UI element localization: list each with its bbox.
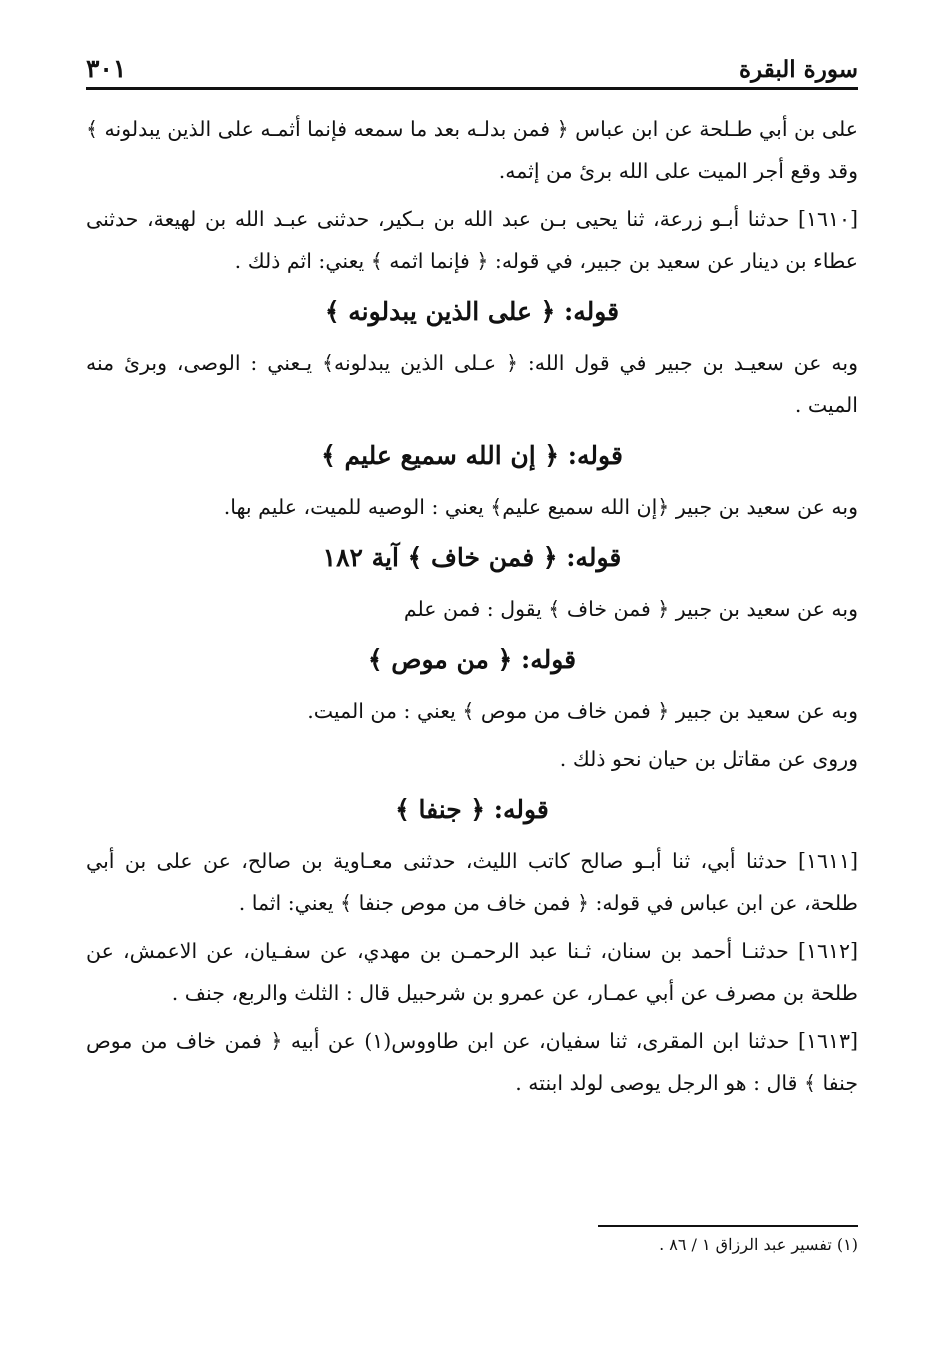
section-heading: قوله: ﴿ من موص ﴾ [367, 645, 577, 674]
paragraph: وبه عن سعيد بن جبير ﴿إن الله سميع عليم﴾ يعني : الوصيه للميت، عليم بها. [223, 495, 858, 519]
page-header [86, 40, 858, 90]
document-page [86, 40, 858, 1340]
footnote: (١) تفسير عبد الرزاق ١ / ٨٦ . [659, 1235, 858, 1254]
paragraph: وبه عن سعيد بن جبير ﴿ فمن خاف ﴾ يقول : فمن علم [403, 597, 858, 621]
section-heading: قوله: ﴿ فمن خاف ﴾ آية ١٨٢ [322, 543, 622, 572]
paragraph: وبه عن سعيـد بن جبير في قول الله: ﴿ عـلى الذين يبدلونه﴾ يـعني : الوصى، وبرئ منه الميت . [86, 351, 858, 417]
footnote-divider [598, 1225, 858, 1227]
page-body [86, 108, 858, 1104]
paragraph: [١٦١٣] حدثنا ابن المقرى، ثنا سفيان، عن ابن طاووس(١) عن أبيه ﴿ فمن خاف من موص جنفا ﴾ قال : هو الرجل يوصى لولد ابنته . [86, 1029, 859, 1095]
paragraph: [١٦١١] حدثنا أبي، ثنا أبـو صالح كاتب الليث، حدثنى معـاوية بن صالح، عن على بن أبي طلحة، عن ابن عباس في قوله: ﴿ فمن خاف من موص جنفا ﴾ يعني: اثما . [86, 849, 858, 915]
section-heading: قوله: ﴿ إن الله سميع عليم ﴾ [321, 441, 623, 470]
paragraph: على بن أبي طـلحة عن ابن عباس ﴿ فمن بدلـه بعد ما سمعه فإنما أثمـه على الذين يبدلونه ﴾ وقد وقع أجر الميت على الله برئ من إثمه. [86, 117, 858, 183]
page-number: ٣٠١ [86, 54, 127, 83]
surah-title: سورة البقرة [738, 56, 858, 83]
paragraph: [١٦١٢] حدثنـا أحمد بن سنان، ثـنا عبد الرحمـن بن مهدي، عن سفـيان، عن الاعمش، عن طلحة بن مصرف عن أبي عمـار، عن عمرو بن شرحبيل قال : الثلث والربع، جنف . [86, 939, 858, 1005]
paragraph: [١٦١٠] حدثنا أبـو زرعة، ثنا يحيى بـن عبد الله بن بـكير، حدثنى عبـد الله بن لهيعة، حدثنى عطاء بن دينار عن سعيد بن جبير، في قوله: ﴿ فإنما اثمه ﴾ يعني: اثم ذلك . [86, 207, 858, 273]
paragraph: وبه عن سعيد بن جبير ﴿ فمن خاف من موص ﴾ يعني : من الميت. [307, 699, 858, 723]
section-heading: قوله: ﴿ جنفا ﴾ [395, 795, 549, 824]
section-heading: قوله: ﴿ على الذين يبدلونه ﴾ [324, 297, 620, 326]
paragraph: وروى عن مقاتل بن حيان نحو ذلك . [559, 747, 858, 771]
